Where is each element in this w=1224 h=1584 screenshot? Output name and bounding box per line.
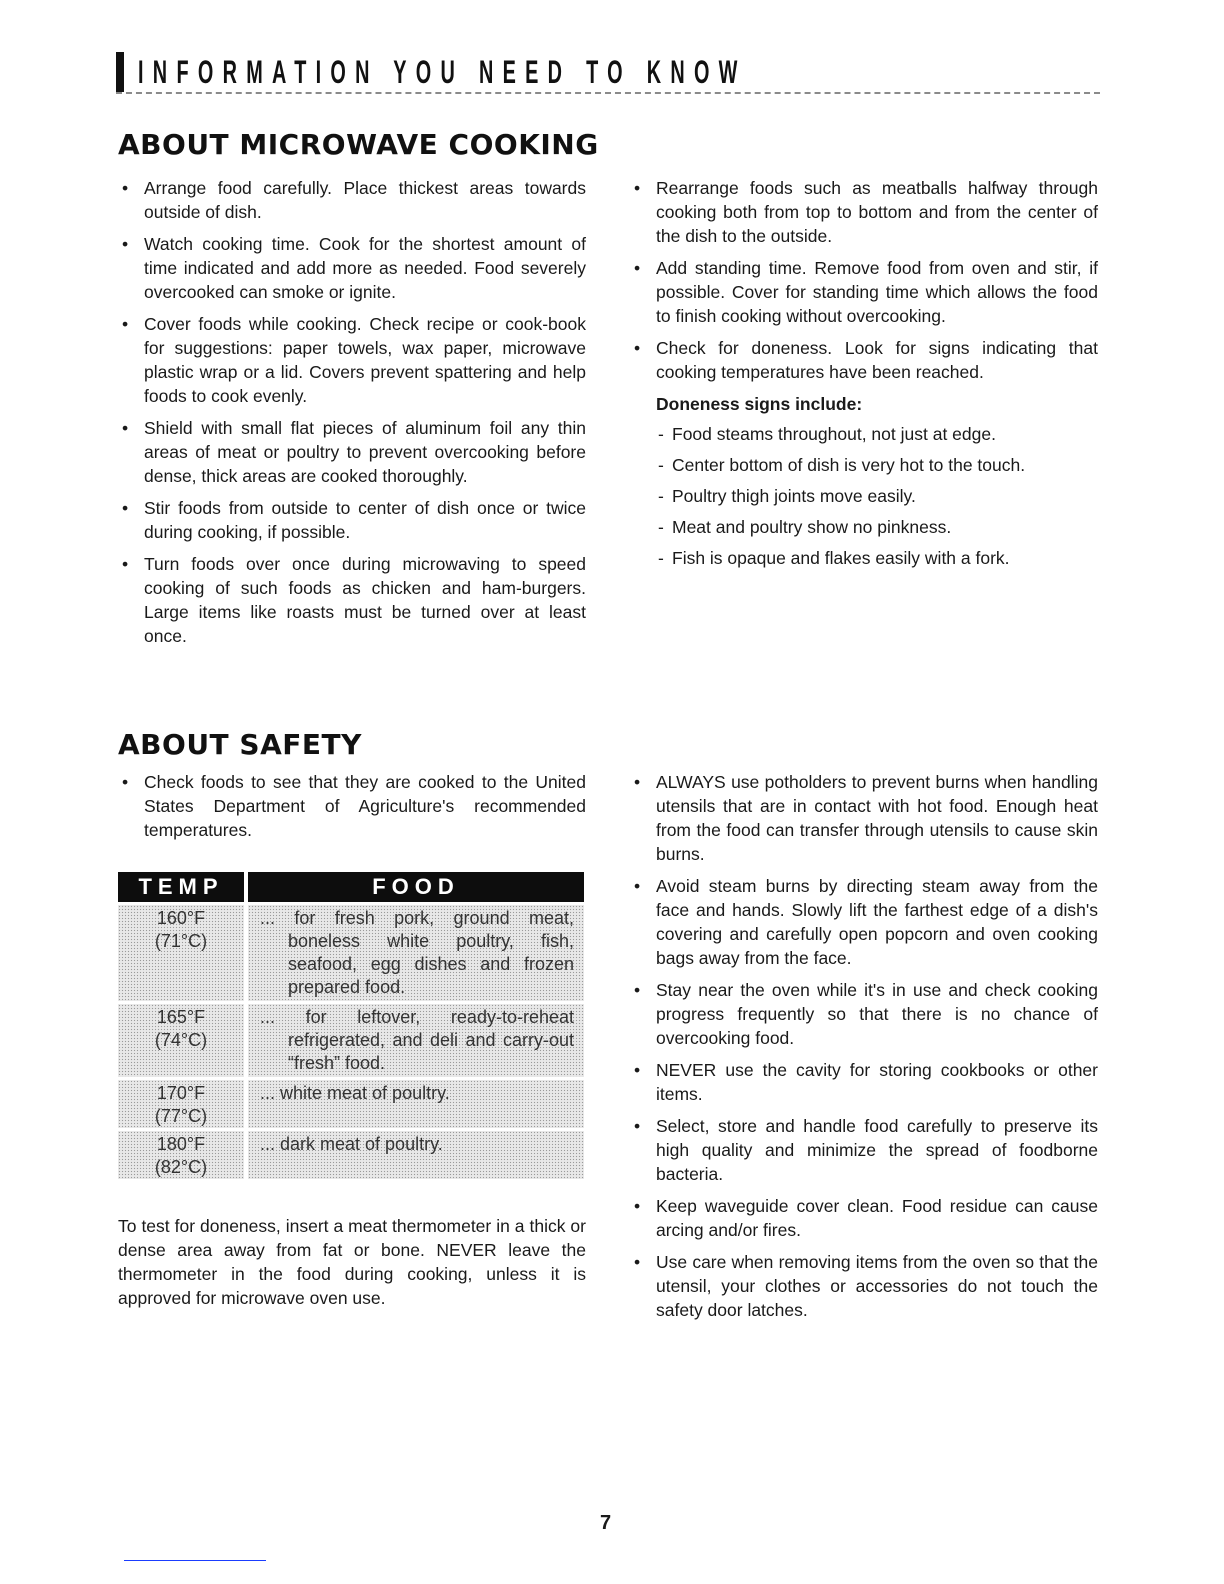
- safety-intro: [118, 770, 586, 850]
- doneness-test-note: To test for doneness, insert a meat thermometer in a thick or dense area away from fat or bone. NEVER leave the thermometer in the food during cooking, unless it is approved for microwave oven use.: [118, 1216, 586, 1308]
- doneness-title: Doneness signs include:: [656, 394, 863, 414]
- bullet-item: • Rearrange foods such as meatballs halfway through cooking both from top to bottom and from the center of the dish to the outside.: [630, 176, 1098, 248]
- bullet-item: • Check for doneness. Look for signs indicating that cooking temperatures have been reached.: [630, 336, 1098, 384]
- column-header-food: FOOD: [248, 872, 584, 902]
- food-cell: ... for leftover, ready-to-reheat refrigerated, and deli and carry-out “fresh” food.: [248, 1004, 584, 1077]
- bullet-item: • Cover foods while cooking. Check recipe or cook-book for suggestions: paper towels, wax paper, microwave plastic wrap or a lid. Covers prevent spattering and help foods to cook evenly.: [118, 312, 586, 408]
- temp-cell: 160°F (71°C): [118, 905, 244, 1001]
- table-header: [118, 872, 584, 902]
- microwave-left-column: [118, 176, 586, 656]
- doneness-item: - Fish is opaque and flakes easily with a fork.: [656, 546, 1098, 570]
- column-header-temp: TEMP: [118, 872, 244, 902]
- bullet-item: • Add standing time. Remove food from oven and stir, if possible. Cover for standing time which allows the food to finish cooking without overcooking.: [630, 256, 1098, 328]
- table-row: [118, 1004, 584, 1077]
- bullet-item: • ALWAYS use potholders to prevent burns when handling utensils that are in contact with hot food. Enough heat from the food can transfer through utensils to cause skin burns.: [630, 770, 1098, 866]
- bullet-item: • Stir foods from outside to center of dish once or twice during cooking, if possible.: [118, 496, 586, 544]
- bullet-item: • Use care when removing items from the oven so that the utensil, your clothes or accessories do not touch the safety door latches.: [630, 1250, 1098, 1322]
- bullet-item: • Stay near the oven while it's in use and check cooking progress frequently so that there is no chance of overcooking food.: [630, 978, 1098, 1050]
- bullet-item: • Select, store and handle food carefully to preserve its high quality and minimize the spread of foodborne bacteria.: [630, 1114, 1098, 1186]
- temp-cell: 165°F (74°C): [118, 1004, 244, 1077]
- bullet-item: • Watch cooking time. Cook for the shortest amount of time indicated and add more as needed. Food severely overcooked can smoke or ignite.: [118, 232, 586, 304]
- footer-divider: [124, 1560, 266, 1561]
- microwave-right-column: [630, 176, 1098, 577]
- table-row: [118, 1131, 584, 1179]
- bullet-item: • Shield with small flat pieces of aluminum foil any thin areas of meat or poultry to prevent overcooking before dense, thick areas are cooked thoroughly.: [118, 416, 586, 488]
- header-bar-decoration: [116, 52, 124, 92]
- page-number: 7: [600, 1512, 612, 1534]
- bullet-item: • Avoid steam burns by directing steam away from the face and hands. Slowly lift the farthest edge of a dish's covering and carefully open popcorn and oven cooking bags away from the face.: [630, 874, 1098, 970]
- food-cell: ... dark meat of poultry.: [248, 1131, 584, 1179]
- table-row: [118, 905, 584, 1001]
- doneness-item: - Food steams throughout, not just at edge.: [656, 422, 1098, 446]
- section-header: [116, 52, 1100, 94]
- temp-cell: 180°F (82°C): [118, 1131, 244, 1179]
- temperature-table: [118, 872, 584, 1179]
- doneness-item: - Center bottom of dish is very hot to the touch.: [656, 453, 1098, 477]
- bullet-item: • Arrange food carefully. Place thickest areas towards outside of dish.: [118, 176, 586, 224]
- food-cell: ... white meat of poultry.: [248, 1080, 584, 1128]
- bullet-item: • NEVER use the cavity for storing cookbooks or other items.: [630, 1058, 1098, 1106]
- food-cell: ... for fresh pork, ground meat, boneless white poultry, fish, seafood, egg dishes and frozen prepared food.: [248, 905, 584, 1001]
- doneness-item: - Poultry thigh joints move easily.: [656, 484, 1098, 508]
- bullet-item: • Keep waveguide cover clean. Food residue can cause arcing and/or fires.: [630, 1194, 1098, 1242]
- heading-microwave-cooking: ABOUT MICROWAVE COOKING: [118, 128, 599, 161]
- bullet-item: • Turn foods over once during microwaving to speed cooking of such foods as chicken and ham-burgers. Large items like roasts must be turned over at least once.: [118, 552, 586, 648]
- temp-cell: 170°F (77°C): [118, 1080, 244, 1128]
- bullet-item: • Check foods to see that they are cooked to the United States Department of Agriculture's recommended temperatures.: [118, 770, 586, 842]
- section-header-title: INFORMATION YOU NEED TO KNOW: [138, 54, 747, 90]
- heading-safety: ABOUT SAFETY: [118, 728, 362, 761]
- table-row: [118, 1080, 584, 1128]
- doneness-item: - Meat and poultry show no pinkness.: [656, 515, 1098, 539]
- safety-right-column: [630, 770, 1098, 1330]
